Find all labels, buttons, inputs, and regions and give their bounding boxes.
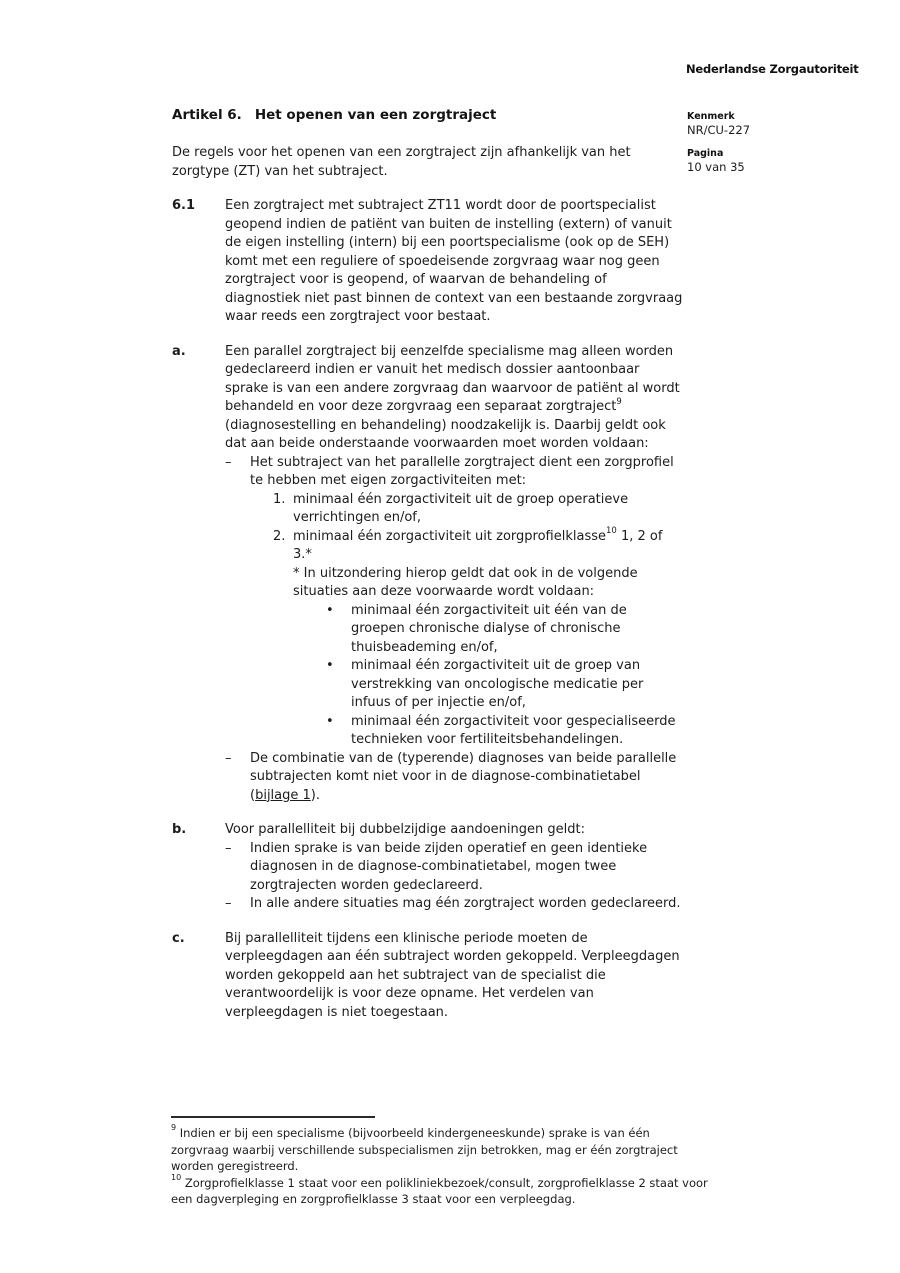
dash-marker: –	[225, 750, 232, 766]
numbered-item-2	[273, 528, 684, 750]
clause-b	[172, 821, 684, 914]
page-number: 10 van 35	[687, 160, 745, 174]
intro-paragraph: De regels voor het openen van een zorgtraject zijn afhankelijk van het zorgtype (ZT) van het subtraject.	[172, 145, 631, 179]
dash-item	[225, 840, 684, 896]
article-heading	[172, 106, 684, 124]
bullet-marker: •	[326, 658, 334, 673]
numbered-item-1	[273, 491, 684, 528]
paragraph: minimaal één zorgactiviteit uit de groep van verstrekking van oncologische medicatie per infuus of per injectie en/of,	[351, 658, 644, 710]
dash-marker: –	[225, 840, 232, 856]
clause-a	[172, 343, 684, 806]
bullet-item	[326, 657, 684, 713]
bullet-marker: •	[326, 713, 334, 729]
document-meta	[687, 111, 750, 185]
paragraph: Bij parallelliteit tijdens een klinische periode moeten de verpleegdagen aan één subtraject worden gekoppeld. Verpleegdagen worden gekoppeld aan het subtraject van de specialist die verantwoordelijk is voor deze opname. Het verdelen van verpleegdagen is niet toegestaan.	[225, 930, 680, 1020]
paragraph: Een zorgtraject met subtraject ZT11 wordt door de poortspecialist geopend indien de patiënt van buiten de instelling (extern) of vanuit de eigen instelling (intern) bij een poortspecialisme (ook op de SEH) komt met een reguliere of spoedeisende zorgvraag waar nog geen zorgtraject voor is geopend, of waarvan de behandeling of diagnostiek niet past binnen de context van een bestaande zorgvraag waar reeds een zorgtraject voor bestaat.	[225, 198, 683, 324]
footnote-ref-10: 10	[605, 526, 617, 537]
paragraph: In alle andere situaties mag één zorgtraject worden gedeclareerd.	[250, 896, 681, 911]
clause-label: 6.1	[172, 198, 196, 213]
dash-item	[225, 454, 684, 750]
footnote-separator	[171, 1116, 375, 1118]
clause-label: c.	[172, 930, 185, 946]
footnote-9: $^9$ Indien er bij een specialisme (bijvoorbeeld kindergeneeskunde) sprake is van één zorgvraag waarbij verschillende subspecialismen zijn betrokken, mag er één zorgtraject worden geregistreerd.	[171, 1123, 678, 1173]
paragraph: minimaal één zorgactiviteit uit één van de groepen chronische dialyse of chronische thuisbeademing en/of,	[351, 602, 627, 655]
paragraph: Het subtraject van het parallelle zorgtraject dient een zorgprofiel te hebben met eigen zorgactiviteiten met:	[250, 454, 674, 488]
dash-item	[225, 750, 684, 806]
footnote-number: 10	[171, 1172, 182, 1182]
paragraph: minimaal één zorgactiviteit uit zorgprofielklasse$^{10}$ 1, 2 of 3.*	[293, 526, 663, 562]
nza-logo: Nederlandse Zorgautoriteit	[686, 62, 859, 76]
exception-note: * In uitzondering hierop geldt dat ook in de volgende situaties aan deze voorwaarde wordt voldaan:	[293, 565, 638, 599]
footnote-10: $^{10}$ Zorgprofielklasse 1 staat voor een polikliniekbezoek/consult, zorgprofielklasse 2 staat voor een dagverpleging en zorgprofielklasse 3 staat voor een verpleegdag.	[171, 1172, 708, 1206]
dash-marker: –	[225, 454, 232, 470]
paragraph: minimaal één zorgactiviteit uit de groep operatieve verrichtingen en/of,	[293, 491, 629, 525]
bullet-item	[326, 713, 684, 750]
clause-label: a.	[172, 343, 186, 359]
clause-6-1	[172, 197, 684, 327]
kenmerk-value: NR/CU-227	[687, 123, 751, 137]
paragraph: Indien sprake is van beide zijden operatief en geen identieke diagnosen in de diagnose-combinatietabel, mogen twee zorgtrajecten worden gedeclareerd.	[250, 840, 648, 893]
number-marker: 1.	[273, 491, 286, 507]
pagina-label: Pagina	[687, 148, 724, 159]
footnote-ref-9: 9	[616, 396, 622, 407]
bullet-marker: •	[326, 602, 334, 618]
dash-marker: –	[225, 896, 232, 911]
footnotes	[171, 1116, 708, 1208]
article-title: Het openen van een zorgtraject	[254, 107, 497, 123]
paragraph: De combinatie van de (typerende) diagnoses van beide parallelle subtrajecten komt niet voor in de diagnose-combinatietabel (bijlage 1).	[250, 750, 677, 803]
main-text-column	[172, 106, 684, 1022]
paragraph: minimaal één zorgactiviteit voor gespecialiseerde technieken voor fertiliteitsbehandelingen.	[351, 713, 676, 747]
dash-item	[225, 895, 684, 914]
footnote-number: 9	[171, 1123, 177, 1133]
clause-c	[172, 930, 684, 1023]
number-marker: 2.	[273, 528, 286, 544]
paragraph: Voor parallelliteit bij dubbelzijdige aandoeningen geldt:	[225, 822, 585, 837]
clause-label: b.	[172, 822, 187, 837]
paragraph: Een parallel zorgtraject bij eenzelfde specialisme mag alleen worden gedeclareerd indien er vanuit het medisch dossier aantoonbaar sprake is van een andere zorgvraag dan waarvoor de patiënt al wordt behandeld en voor deze zorgvraag een separaat zorgtraject$^9$ (diagnosestelling en behandeling) noodzakelijk is. Daarbij geldt ook dat aan beide onderstaande voorwaarden moet worden voldaan:	[225, 343, 680, 451]
bijlage-1-link[interactable]: bijlage 1	[255, 787, 311, 803]
bullet-item	[326, 602, 684, 658]
article-number: Artikel 6.	[172, 107, 242, 123]
kenmerk-label: Kenmerk	[687, 111, 735, 122]
